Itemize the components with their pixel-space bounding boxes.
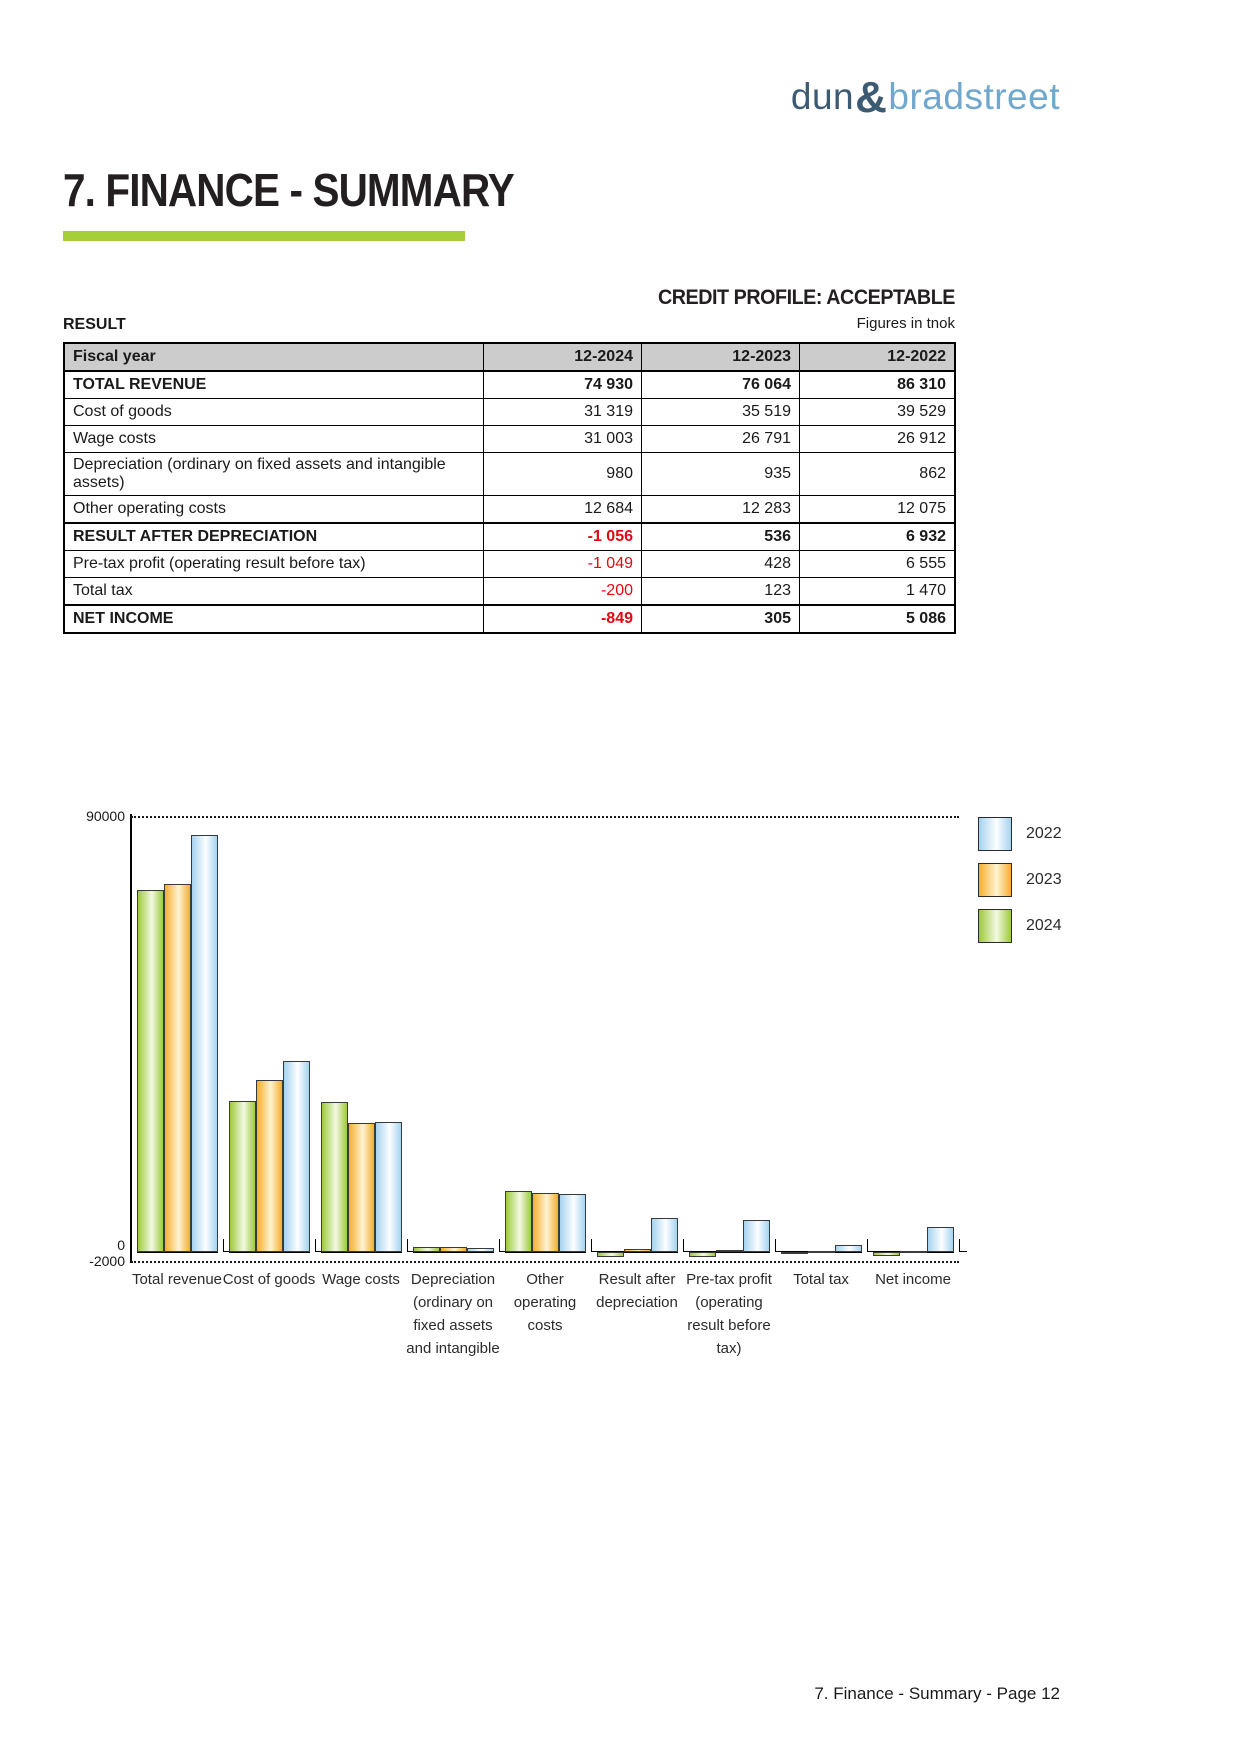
legend-swatch-2022: [978, 817, 1012, 851]
bar-2022-total-revenue: [191, 835, 218, 1252]
row-value: -849: [484, 605, 642, 633]
y-tick-label: 0: [117, 1237, 125, 1253]
row-value: 1 470: [800, 578, 956, 606]
row-value: 5 086: [800, 605, 956, 633]
row-value: 536: [642, 523, 800, 551]
row-value: 12 283: [642, 496, 800, 524]
x-category-label-line: (operating: [695, 1294, 763, 1311]
gridline-minus2000: [131, 1261, 959, 1263]
bar-2022-net-income: [927, 1227, 954, 1252]
row-value: 6 932: [800, 523, 956, 551]
table-header-cell: 12-2023: [642, 343, 800, 371]
row-value: -1 056: [484, 523, 642, 551]
bar-2024-cost-of-goods: [229, 1101, 256, 1252]
bar-2024-depreciation-ordinary-on-fixed-assets-and-intangible: [413, 1247, 440, 1252]
row-value: 39 529: [800, 399, 956, 426]
y-tick-label: -2000: [89, 1252, 125, 1269]
row-value: 76 064: [642, 371, 800, 399]
row-label: NET INCOME: [64, 605, 484, 633]
row-label: TOTAL REVENUE: [64, 371, 484, 399]
x-category-label-line: depreciation: [596, 1294, 678, 1311]
x-category-label-line: costs: [527, 1317, 563, 1334]
row-value: 86 310: [800, 371, 956, 399]
bar-2024-total-tax: [781, 1252, 808, 1254]
x-category-label-line: and intangible: [406, 1340, 500, 1357]
page-footer: 7. Finance - Summary - Page 12: [814, 1684, 1060, 1703]
row-label: Cost of goods: [64, 399, 484, 426]
table-header-cell: Fiscal year: [64, 343, 484, 371]
result-section-label: RESULT: [63, 316, 126, 333]
bar-2022-cost-of-goods: [283, 1061, 310, 1252]
x-category-label-line: Net income: [875, 1271, 951, 1288]
row-value: 31 319: [484, 399, 642, 426]
row-value: 935: [642, 453, 800, 496]
legend-swatch-2023: [978, 863, 1012, 897]
legend-swatch-2024: [978, 909, 1012, 943]
credit-profile-heading: CREDIT PROFILE: ACCEPTABLE: [657, 286, 955, 309]
row-label: RESULT AFTER DEPRECIATION: [64, 523, 484, 551]
x-category-label-line: Other: [526, 1271, 564, 1288]
x-category-label-line: operating: [513, 1294, 577, 1311]
row-value: 74 930: [484, 371, 642, 399]
x-axis-tick-foot: [959, 1251, 967, 1252]
table-header-cell: 12-2022: [800, 343, 956, 371]
gridline-90000: [131, 816, 959, 818]
bar-2022-wage-costs: [375, 1122, 402, 1252]
row-value: 305: [642, 605, 800, 633]
bar-2023-cost-of-goods: [256, 1080, 283, 1252]
page-title: 7. FINANCE - SUMMARY: [63, 164, 514, 216]
row-value: 428: [642, 551, 800, 578]
logo-bradstreet: bradstreet: [888, 76, 1060, 117]
row-label: Pre-tax profit (operating result before tax): [64, 551, 484, 578]
x-category-label-line: Total tax: [793, 1271, 849, 1288]
x-category-label: [856, 1268, 970, 1291]
bar-2024-wage-costs: [321, 1102, 348, 1252]
row-value: 12 684: [484, 496, 642, 524]
row-label: Depreciation (ordinary on fixed assets and intangible assets): [64, 453, 484, 496]
bar-2022-result-after-depreciation: [651, 1218, 678, 1252]
logo-dun: dun: [790, 76, 855, 117]
figures-unit-note: Figures in tnok: [856, 315, 955, 332]
bar-2023-other-operating-costs: [532, 1193, 559, 1252]
x-category-label-line: Depreciation: [410, 1271, 496, 1288]
row-value: 12 075: [800, 496, 956, 524]
bar-2023-wage-costs: [348, 1123, 375, 1252]
x-category-label-line: Pre-tax profit: [686, 1271, 772, 1288]
bar-2024-other-operating-costs: [505, 1191, 532, 1252]
row-value: 26 912: [800, 426, 956, 453]
row-value: 35 519: [642, 399, 800, 426]
x-category-label-line: tax): [716, 1340, 742, 1357]
row-value: 862: [800, 453, 956, 496]
x-category-label-line: (ordinary on: [412, 1294, 494, 1311]
legend-label-2024: 2024: [1026, 917, 1062, 934]
legend-label-2022: 2022: [1026, 825, 1062, 842]
row-value: 31 003: [484, 426, 642, 453]
row-value: 980: [484, 453, 642, 496]
row-label: Other operating costs: [64, 496, 484, 524]
legend-label-2023: 2023: [1026, 871, 1062, 888]
x-category-label-line: Wage costs: [322, 1271, 400, 1288]
row-label: Total tax: [64, 578, 484, 606]
bar-2023-pre-tax-profit-operating-result-before-tax-: [716, 1250, 743, 1252]
bar-2023-result-after-depreciation: [624, 1249, 651, 1252]
bar-2024-result-after-depreciation: [597, 1252, 624, 1257]
bar-2022-total-tax: [835, 1245, 862, 1252]
y-tick-label: 90000: [86, 808, 125, 824]
x-category-label-line: result before: [687, 1317, 771, 1334]
table-header-cell: 12-2024: [484, 343, 642, 371]
x-category-label-line: fixed assets: [413, 1317, 493, 1334]
bar-2023-depreciation-ordinary-on-fixed-assets-and-intangible: [440, 1247, 467, 1252]
row-value: 123: [642, 578, 800, 606]
x-category-label-line: Result after: [598, 1271, 676, 1288]
x-category-label-line: Total revenue: [131, 1271, 223, 1288]
bar-2023-total-tax: [808, 1251, 835, 1253]
bar-2022-depreciation-ordinary-on-fixed-assets-and-intangible: [467, 1248, 494, 1252]
x-category-label-line: Cost of goods: [222, 1271, 316, 1288]
bar-2024-net-income: [873, 1252, 900, 1256]
row-value: -1 049: [484, 551, 642, 578]
bar-2023-total-revenue: [164, 884, 191, 1252]
bar-2024-pre-tax-profit-operating-result-before-tax-: [689, 1252, 716, 1257]
row-label: Wage costs: [64, 426, 484, 453]
row-value: 6 555: [800, 551, 956, 578]
bar-2022-other-operating-costs: [559, 1194, 586, 1252]
bar-2023-net-income: [900, 1251, 927, 1253]
row-value: -200: [484, 578, 642, 606]
ampersand-icon: &: [855, 73, 888, 122]
bar-2024-total-revenue: [137, 890, 164, 1252]
row-value: 26 791: [642, 426, 800, 453]
bar-2022-pre-tax-profit-operating-result-before-tax-: [743, 1220, 770, 1252]
y-axis-line: [130, 814, 132, 1263]
